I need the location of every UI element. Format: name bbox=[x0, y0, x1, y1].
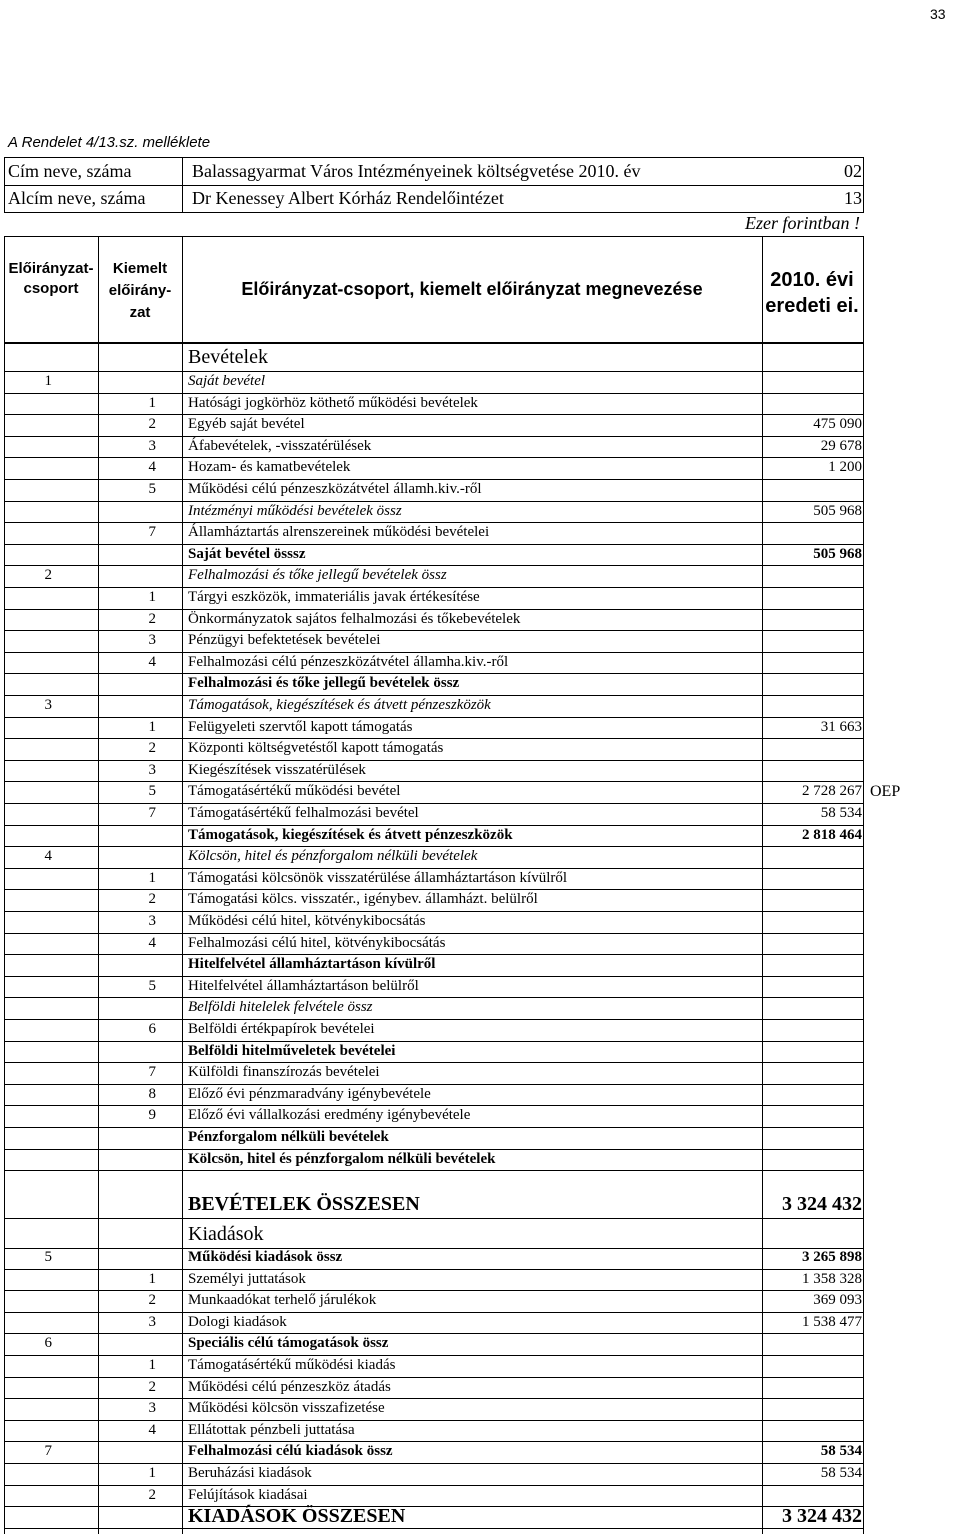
item-code: 2 bbox=[148, 740, 156, 757]
amount: 505 968 bbox=[813, 502, 862, 519]
item-name: Kiegészítések visszatérülések bbox=[188, 761, 366, 778]
item-code: 7 bbox=[148, 805, 156, 821]
table-row bbox=[4, 760, 862, 782]
item-name: Belföldi hitelműveletek bevételei bbox=[188, 1042, 396, 1059]
group-code: 4 bbox=[44, 848, 52, 865]
item-name: Előző évi pénzmaradvány igénybevétele bbox=[188, 1085, 431, 1102]
column-header-group-line1: Előirányzat- bbox=[8, 260, 94, 277]
item-code: 1 bbox=[148, 869, 156, 886]
item-code: 4 bbox=[148, 934, 156, 951]
note-label: OEP bbox=[870, 783, 901, 801]
amount: 58 534 bbox=[820, 1443, 862, 1460]
item-name: Külföldi finanszírozás bevételei bbox=[188, 1064, 380, 1081]
item-name: Pénzügyi befektetések bevételei bbox=[188, 632, 381, 649]
cim-code: 02 bbox=[844, 161, 862, 181]
item-name: Működési célú pénzeszközátvétel államh.kiv.-ről bbox=[188, 481, 482, 497]
table-row bbox=[4, 630, 862, 652]
table-row bbox=[4, 1247, 862, 1269]
amount: 3 324 432 bbox=[782, 1193, 862, 1215]
column-header-group-line2: csoport bbox=[23, 280, 79, 297]
table-row bbox=[4, 1290, 862, 1312]
group-code: 7 bbox=[44, 1443, 52, 1460]
column-header-group bbox=[4, 259, 98, 299]
item-code: 5 bbox=[148, 481, 156, 497]
item-code: 1 bbox=[148, 718, 156, 735]
page-number: 33 bbox=[930, 6, 946, 22]
table-row bbox=[4, 1127, 862, 1149]
table-row bbox=[4, 565, 862, 587]
amount: 58 534 bbox=[820, 805, 862, 821]
table-row bbox=[4, 673, 862, 695]
table-row bbox=[4, 1105, 862, 1127]
table-row bbox=[4, 1062, 862, 1084]
row-divider bbox=[4, 1170, 864, 1171]
table-row bbox=[4, 436, 862, 458]
item-code: 3 bbox=[148, 913, 156, 929]
table-row bbox=[4, 1377, 862, 1399]
item-name: Támogatások, kiegészítések és átvett pénzeszközök bbox=[188, 826, 513, 843]
table-row bbox=[4, 695, 862, 717]
item-name: Felújítások kiadásai bbox=[188, 1486, 308, 1503]
column-divider bbox=[762, 236, 763, 1534]
item-name: Hozam- és kamatbevételek bbox=[188, 459, 351, 476]
table-row bbox=[4, 738, 862, 760]
item-name: Felhalmozási célú hitel, kötvénykibocsátás bbox=[188, 934, 446, 951]
item-code: 7 bbox=[148, 1064, 156, 1081]
cim-value: Balassagyarmat Város Intézményeinek költségvetése 2010. év bbox=[192, 161, 641, 181]
column-header-name: Előirányzat-csoport, kiemelt előirányzat megnevezése bbox=[241, 279, 703, 299]
item-name: Felhalmozási célú pénzeszközátvétel államha.kiv.-ről bbox=[188, 653, 509, 670]
cim-row bbox=[4, 158, 864, 185]
item-code: 6 bbox=[148, 1021, 156, 1037]
table-row bbox=[4, 868, 862, 890]
table-row bbox=[4, 1420, 862, 1442]
item-code: 3 bbox=[148, 437, 156, 454]
table-row bbox=[4, 1084, 862, 1106]
column-header-amount bbox=[762, 267, 862, 319]
item-code: 1 bbox=[148, 394, 156, 411]
column-header-amount-line1: 2010. évi bbox=[770, 269, 854, 291]
column-divider bbox=[863, 236, 864, 1534]
row-divider bbox=[4, 1528, 864, 1529]
table-row bbox=[4, 1041, 862, 1063]
item-name: Intézményi működési bevételek össz bbox=[188, 502, 402, 519]
item-name: Áfabevételek, -visszatérülések bbox=[188, 437, 372, 454]
item-code: 3 bbox=[148, 632, 156, 649]
item-code: 3 bbox=[148, 1400, 156, 1417]
item-code: 2 bbox=[148, 610, 156, 627]
amount: 3 265 898 bbox=[802, 1249, 862, 1265]
item-code: 1 bbox=[148, 1270, 156, 1287]
amount: 475 090 bbox=[813, 416, 862, 433]
table-row bbox=[4, 954, 862, 976]
table-row bbox=[4, 1441, 862, 1463]
item-name: Működési kiadások össz bbox=[188, 1249, 343, 1265]
item-name: Kölcsön, hitel és pénzforgalom nélküli bevételek bbox=[188, 848, 478, 865]
item-name: Személyi juttatások bbox=[188, 1270, 306, 1287]
column-header-item-line1: Kiemelt bbox=[112, 260, 168, 277]
item-code: 4 bbox=[148, 459, 156, 476]
item-code: 7 bbox=[148, 524, 156, 541]
table-row bbox=[4, 781, 901, 803]
item-code: 2 bbox=[148, 1378, 156, 1395]
item-name: Önkormányzatok sajátos felhalmozási és tőkebevételek bbox=[188, 610, 521, 627]
item-name: Saját bevétel össsz bbox=[188, 545, 306, 562]
item-name: Hitelfelvétel államháztartáson belülről bbox=[188, 977, 419, 994]
item-name: BEVÉTELEK ÖSSZESEN bbox=[188, 1193, 420, 1215]
unit-label: Ezer forintban ! bbox=[745, 213, 860, 233]
table-row bbox=[4, 1312, 862, 1334]
item-name: Bevételek bbox=[188, 346, 268, 368]
table-top-rule bbox=[4, 343, 864, 344]
table-row bbox=[4, 393, 862, 415]
table-row bbox=[4, 803, 862, 825]
item-name: Saját bevétel bbox=[188, 373, 266, 389]
item-name: Előző évi vállalkozási eredmény igénybevétele bbox=[188, 1107, 471, 1124]
amount: 1 358 328 bbox=[802, 1270, 862, 1287]
item-name: Támogatási kölcsönök visszatérülése államháztartáson kívülről bbox=[188, 869, 568, 886]
item-code: 3 bbox=[148, 1313, 156, 1330]
table-row bbox=[4, 933, 862, 955]
item-name: Támogatások, kiegészítések és átvett pénzeszközök bbox=[188, 697, 491, 713]
item-name: Felhalmozási és tőke jellegű bevételek össz bbox=[188, 567, 447, 584]
item-name: Központi költségvetéstől kapott támogatás bbox=[188, 740, 444, 757]
table-row bbox=[4, 371, 862, 393]
table-row bbox=[4, 522, 862, 544]
table-row bbox=[4, 1333, 862, 1355]
item-code: 3 bbox=[148, 761, 156, 778]
table-row bbox=[4, 1485, 862, 1507]
item-name: Tárgyi eszközök, immateriális javak értékesítése bbox=[188, 589, 480, 605]
item-name: Dologi kiadások bbox=[188, 1313, 287, 1330]
item-name: Belföldi hitelelek felvétele össz bbox=[188, 999, 373, 1016]
item-code: 1 bbox=[148, 589, 156, 605]
item-name: Államháztartás alrenszereinek működési bevételei bbox=[188, 524, 490, 541]
amount: 58 534 bbox=[820, 1465, 862, 1481]
amount: 3 324 432 bbox=[782, 1505, 862, 1528]
item-code: 1 bbox=[148, 1357, 156, 1373]
item-name: Támogatásértékű felhalmozási bevétel bbox=[188, 805, 419, 821]
group-code: 6 bbox=[44, 1335, 52, 1352]
item-code: 4 bbox=[148, 653, 156, 670]
table-row bbox=[4, 825, 862, 847]
amount: 505 968 bbox=[813, 545, 862, 562]
item-name: Speciális célú támogatások össz bbox=[188, 1335, 389, 1352]
alcim-label: Alcím neve, száma bbox=[8, 188, 146, 208]
amount: 31 663 bbox=[820, 718, 862, 735]
table-row bbox=[4, 587, 862, 609]
item-name: Beruházási kiadások bbox=[188, 1465, 312, 1481]
alcim-code: 13 bbox=[844, 188, 862, 208]
table-row bbox=[4, 652, 862, 674]
header-box-bottom bbox=[4, 342, 864, 343]
item-name: Kölcsön, hitel és pénzforgalom nélküli bevételek bbox=[188, 1150, 496, 1167]
table-row bbox=[4, 414, 862, 436]
item-name: Működési célú hitel, kötvénykibocsátás bbox=[188, 913, 426, 929]
item-code: 9 bbox=[148, 1107, 156, 1124]
group-code: 1 bbox=[44, 373, 52, 389]
group-code: 3 bbox=[44, 697, 52, 713]
table-row bbox=[4, 717, 862, 739]
item-code: 1 bbox=[148, 1465, 156, 1481]
amount: 369 093 bbox=[813, 1292, 862, 1309]
table-row bbox=[4, 1269, 862, 1291]
alcim-row bbox=[4, 185, 864, 212]
table-row bbox=[4, 1019, 862, 1041]
item-name: Működési kölcsön visszafizetése bbox=[188, 1400, 385, 1417]
item-name: Kiadások bbox=[188, 1223, 264, 1245]
table-row bbox=[4, 1463, 862, 1485]
table-row bbox=[4, 911, 862, 933]
amount: 29 678 bbox=[820, 437, 862, 454]
item-name: Ellátottak pénzbeli juttatása bbox=[188, 1421, 355, 1438]
item-code: 8 bbox=[148, 1085, 156, 1102]
item-code: 5 bbox=[148, 783, 156, 800]
annex-title: A Rendelet 4/13.sz. melléklete bbox=[8, 134, 211, 151]
column-divider bbox=[182, 236, 183, 1534]
table-row bbox=[4, 457, 862, 479]
table-row bbox=[4, 1398, 862, 1420]
column-header-item-line2: előirány- bbox=[108, 282, 172, 299]
header-vline-right bbox=[863, 157, 864, 213]
table-row bbox=[4, 1355, 862, 1377]
header-vline-mid bbox=[182, 157, 183, 213]
header-box-top bbox=[4, 236, 864, 237]
item-code: 2 bbox=[148, 891, 156, 908]
item-name: KIADÁSOK ÖSSZESEN bbox=[188, 1505, 406, 1528]
item-name: Támogatási kölcs. visszatér., igénybev. államházt. belülről bbox=[188, 891, 538, 908]
item-name: Munkaadókat terhelő járulékok bbox=[188, 1292, 377, 1309]
table-row bbox=[4, 846, 862, 868]
table-row bbox=[4, 976, 862, 998]
column-header-amount-line2: eredeti ei. bbox=[765, 295, 859, 317]
amount: 2 728 267 bbox=[802, 783, 862, 800]
cim-label: Cím neve, száma bbox=[8, 161, 132, 181]
item-name: Hitelfelvétel államháztartáson kívülről bbox=[188, 956, 436, 973]
column-header-item-line3: zat bbox=[129, 304, 151, 321]
header-vline-left bbox=[4, 157, 5, 213]
column-divider bbox=[4, 236, 5, 1534]
item-code: 2 bbox=[148, 1292, 156, 1309]
table-row bbox=[4, 1190, 862, 1218]
table-row bbox=[4, 609, 862, 631]
table-row bbox=[4, 997, 862, 1019]
item-name: Felhalmozási és tőke jellegű bevételek össz bbox=[188, 675, 460, 692]
table-row bbox=[4, 544, 862, 566]
item-name: Hatósági jogkörhöz köthető működési bevételek bbox=[188, 394, 478, 411]
table-row bbox=[4, 1149, 862, 1171]
column-header-item bbox=[98, 258, 182, 324]
group-code: 2 bbox=[44, 567, 52, 584]
group-code: 5 bbox=[44, 1249, 52, 1265]
table-row bbox=[4, 479, 862, 501]
item-name: Működési célú pénzeszköz átadás bbox=[188, 1378, 391, 1395]
item-code: 2 bbox=[148, 416, 156, 433]
item-name: Egyéb saját bevétel bbox=[188, 416, 305, 433]
amount: 2 818 464 bbox=[802, 826, 862, 843]
item-code: 2 bbox=[148, 1486, 156, 1503]
item-code: 4 bbox=[148, 1421, 156, 1438]
column-divider bbox=[98, 236, 99, 1534]
alcim-value: Dr Kenessey Albert Kórház Rendelőintézet bbox=[192, 188, 504, 208]
table-row bbox=[4, 889, 862, 911]
table-row bbox=[4, 501, 862, 523]
item-name: Pénzforgalom nélküli bevételek bbox=[188, 1129, 389, 1145]
row-divider bbox=[4, 1218, 864, 1219]
amount: 1 200 bbox=[828, 459, 862, 476]
item-code: 5 bbox=[148, 977, 156, 994]
item-name: Támogatásértékű működési bevétel bbox=[188, 783, 401, 800]
item-name: Belföldi értékpapírok bevételei bbox=[188, 1021, 375, 1037]
table-row bbox=[4, 1506, 862, 1528]
item-name: Felügyeleti szervtől kapott támogatás bbox=[188, 718, 413, 735]
table-row bbox=[4, 1220, 862, 1248]
amount: 1 538 477 bbox=[802, 1313, 862, 1330]
item-name: Felhalmozási célú kiadások össz bbox=[188, 1443, 393, 1460]
table-row bbox=[4, 344, 862, 371]
item-name: Támogatásértékű működési kiadás bbox=[188, 1357, 396, 1373]
